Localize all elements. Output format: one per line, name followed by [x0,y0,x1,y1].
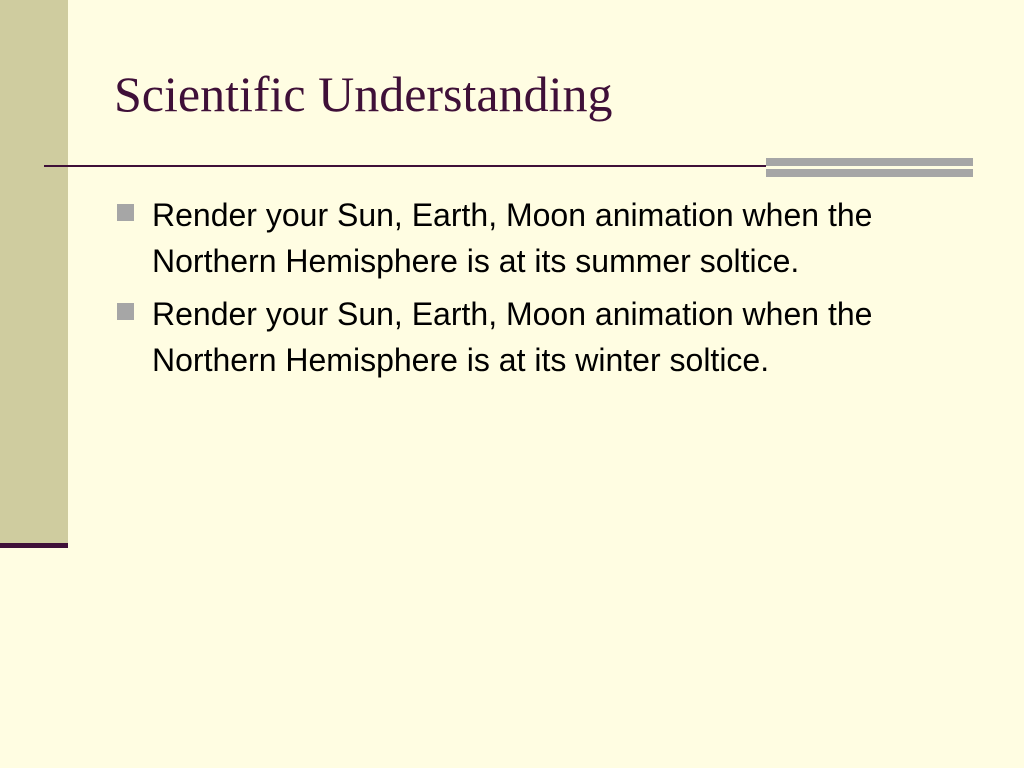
slide-title: Scientific Understanding [114,66,613,122]
left-decorative-band [0,0,68,543]
accent-bar-top [766,158,973,166]
left-band-accent-line [0,543,68,548]
bullet-list [114,192,974,390]
bullet-text: Render your Sun, Earth, Moon animation when the Northern Hemisphere is at its summer soltice. [152,197,873,279]
bullet-item [114,291,974,383]
bullet-item [114,192,974,284]
accent-bar-bottom [766,169,973,177]
square-bullet-icon [117,204,134,221]
title-divider-line [44,165,774,167]
square-bullet-icon [117,303,134,320]
bullet-text: Render your Sun, Earth, Moon animation when the Northern Hemisphere is at its winter soltice. [152,296,873,378]
title-divider-accent [766,158,973,178]
